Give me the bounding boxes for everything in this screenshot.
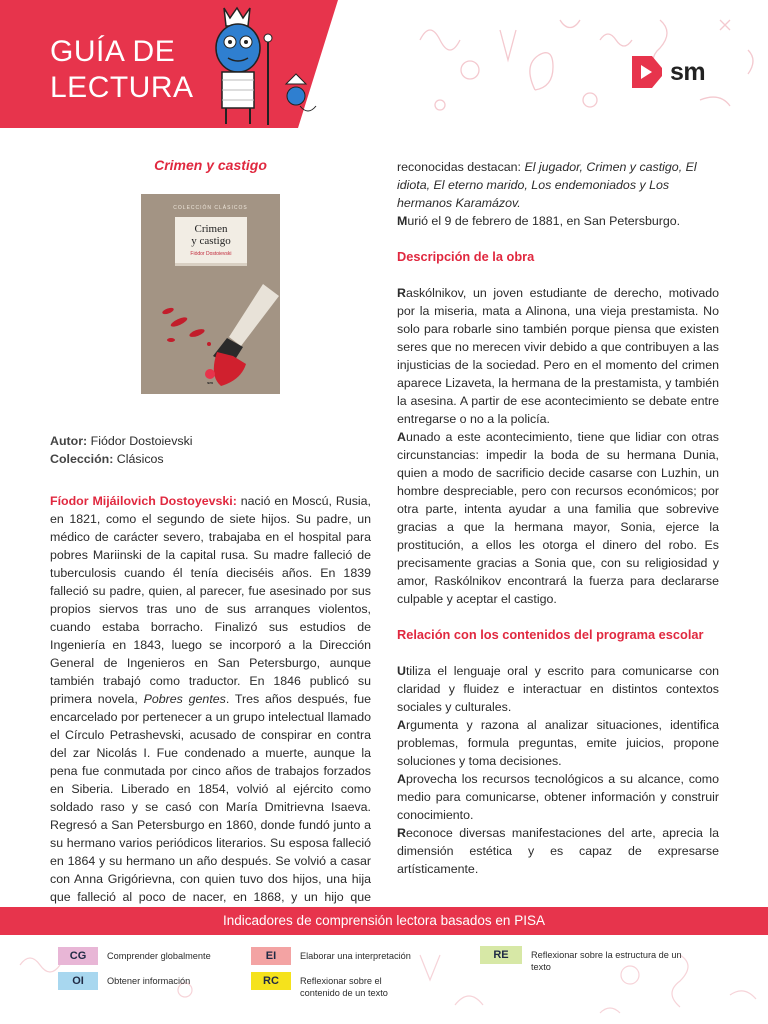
author-line [50, 432, 371, 450]
guide-title-line2: LECTURA [50, 71, 194, 104]
collection-label: Colección: [50, 452, 114, 466]
legend-item-cg [58, 947, 227, 965]
bio-death-text: urió el 9 de febrero de 1881, en San Petersburgo. [407, 214, 681, 228]
legend-item-rc [251, 972, 420, 999]
relation-item-initial: R [397, 826, 406, 840]
description-p2-text: unado a este acontecimiento, tiene que lidiar con otras circunstancias: impedir la boda de su hermana Dunia, quien a modo de sacrificio decide casarse con Luzhin, un hombre despreciable, pero con recursos económicos; por otra parte, intenta ayudar a una familia que sobrevive gracias a que la hermana mayor, Sonia, ejerce la prostitución, a ellos les otorga el dinero del robo. Es precisamente gracias a Sonia que, con su religiosidad y amor, Raskólnikov encontrará la fuerza para declararse culpable y aceptar el castigo. [397, 430, 719, 606]
cover-title-line2: y castigo [191, 235, 231, 247]
author-biography [50, 492, 371, 924]
cover-publisher: sm [207, 380, 213, 385]
left-column [50, 150, 371, 924]
author-value: Fiódor Dostoievski [90, 434, 193, 448]
legend-chip-oi: OI [58, 972, 98, 990]
legend-chip-cg: CG [58, 947, 98, 965]
cover-series: COLECCIÓN CLÁSICOS [173, 205, 248, 211]
play-logo-icon [628, 54, 664, 90]
relation-item-initial: A [397, 718, 406, 732]
bio-text-part2: . Tres años después, fue encarcelado por pertenecer a un grupo intelectual llamado el Círculo Petrashevski, acusado de conspirar en contra del zar Nicolás I. Fue condenado a muerte, aunque la pena fue conmutada por cinco años de trabajos forzados en Siberia. Liberado en 1854, volvió al ejército como soldado raso y se casó con María Dmitrievna Isaeva. Regresó a San Petersburgo en 1860, donde fundó junto a su hermano varios periódicos literarios. Su esposa falleció en 1864 y su hermano un año después. Se volvió a casar con Anna Grigórievna, con quien tuvo dos hijos, una hija que falleció al poco de nacer, en 1868, y un hijo que [50, 692, 372, 904]
legend-item-oi [58, 972, 227, 990]
legend-item-ei [251, 947, 440, 965]
relation-item-initial: A [397, 772, 406, 786]
description-heading: Descripción de la obra [397, 249, 535, 264]
pisa-legend [0, 935, 768, 1024]
page-header [0, 0, 768, 128]
legend-label-rc: Reflexionar sobre el contenido de un texto [300, 976, 388, 998]
logo-text: sm [670, 57, 706, 86]
relation-item-text: provecha los recursos tecnológicos a su alcance, como medio para comunicarse, obtener información y construir conocimiento. [397, 772, 719, 822]
pisa-heading-bar [0, 907, 768, 935]
description-p1-text: askólnikov, un joven estudiante de derecho, motivado por la miseria, mata a Alinona, una vieja prestamista. No solo para robarle sino también porque piensa que existen seres que no merecen vivir debido a que contribuyen a las injusticias de la sociedad. Pero en el momento del crimen aparece Lizaveta, la hermana de la prestamista, y también la asesina. A partir de ese acontecimiento se debate entre entregarse o no a la policía. [397, 286, 719, 426]
legend-chip-re: RE [480, 946, 522, 964]
legend-chip-rc: RC [251, 972, 291, 990]
bio-works-intro: reconocidas destacan: [397, 160, 525, 174]
description-paragraph-2 [397, 428, 719, 608]
bio-first-novel: Pobres gentes [143, 692, 226, 706]
right-column [397, 158, 719, 878]
guide-title [50, 34, 194, 106]
relation-item [397, 716, 719, 770]
relation-item-text: rgumenta y razona al analizar situaciones, identifica problemas, formula preguntas, emite juicios, propone soluciones y toma decisiones. [397, 718, 719, 768]
book-cover-image [141, 194, 280, 394]
legend-chip-ei: EI [251, 947, 291, 965]
description-p1-initial: R [397, 286, 406, 300]
bio-works-list: El jugador, Crimen y castigo, El idiota, El eterno marido, Los endemoniados y Los hermanos Karamázov. [397, 160, 697, 210]
collection-value: Clásicos [116, 452, 164, 466]
description-paragraph-1 [397, 284, 719, 428]
relation-item [397, 770, 719, 824]
relation-item-initial: U [397, 664, 406, 678]
collection-line [50, 450, 371, 468]
author-label: Autor: [50, 434, 88, 448]
relation-heading: Relación con los contenidos del programa escolar [397, 627, 704, 642]
legend-label-oi: Obtener información [107, 976, 191, 986]
bio-author-name: Fíodor Mijáilovich Dostoyevski: [50, 494, 237, 508]
relation-item [397, 662, 719, 716]
legend-item-re [480, 946, 691, 973]
cover-title-line1: Crimen [194, 223, 228, 235]
sm-logo[interactable] [628, 54, 705, 90]
pisa-heading: Indicadores de comprensión lectora basados en PISA [223, 913, 545, 928]
book-title: Crimen y castigo [154, 157, 267, 173]
legend-label-re: Reflexionar sobre la estructura de un texto [531, 950, 682, 972]
legend-label-cg: Comprender globalmente [107, 951, 211, 961]
bio-death-initial: M [397, 214, 408, 228]
guide-title-line1: GUÍA DE [50, 35, 176, 68]
bio-continuation [397, 158, 719, 230]
relation-item-text: econoce diversas manifestaciones del arte, aprecia la dimensión estética y es capaz de expresarse artísticamente. [397, 826, 719, 876]
description-p2-initial: A [397, 430, 406, 444]
relation-item [397, 824, 719, 878]
cover-author: Fiódor Dostoievski [190, 251, 232, 257]
legend-label-ei: Elaborar una interpretación [300, 951, 411, 961]
bio-text-part1: nació en Moscú, Rusia, en 1821, como el segundo de siete hijos. Su padre, un médico de carácter severo, trabajaba en el hospital para pobres Mariinski de la capital rusa. Su madre falleció de tuberculosis cuando él tenía dieciséis años. En 1839 falleció su padre, quien, al parecer, fue asesinado por sus propios siervos tras uno de sus arranques violentos, cuando estaba borracho. Finalizó sus estudios de Ingeniería en 1843, luego se incorporó a la Dirección General de Ingenieros en San Petersburgo, aunque también trabajó como traductor. En 1846 publicó su primera novela, [50, 494, 371, 706]
relation-item-text: tiliza el lenguaje oral y escrito para comunicarse con claridad y fluidez e interactuar en distintos contextos sociales y culturales. [397, 664, 719, 714]
